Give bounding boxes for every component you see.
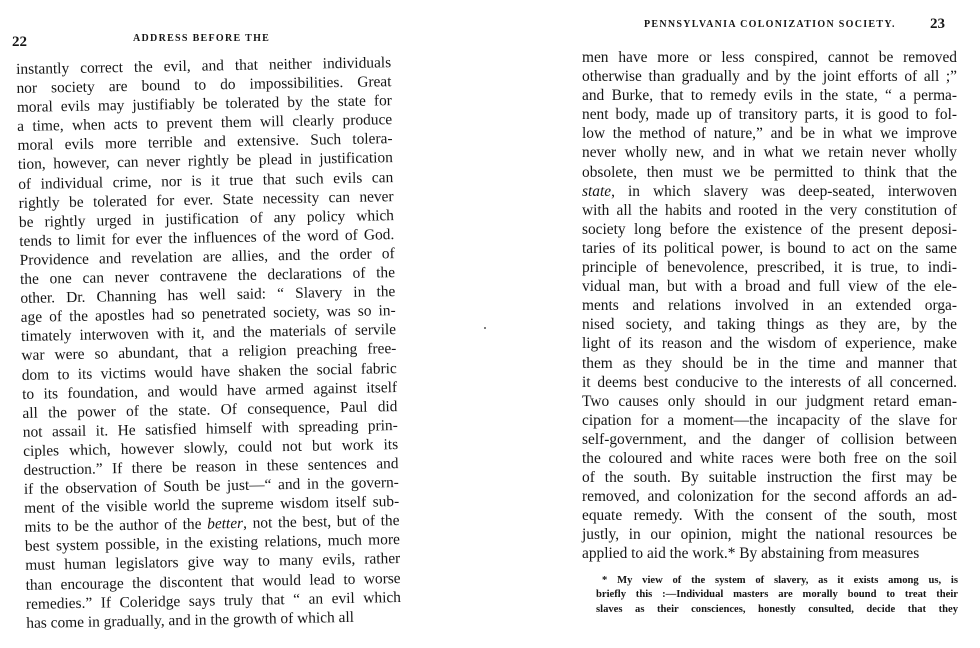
text-line: war were so abundant, that a religion preaching free- xyxy=(21,340,397,365)
text-line: if the observation of South be just—“ and in the govern- xyxy=(23,474,399,498)
text-line: mits to be the author of the better, not the best, but of the xyxy=(24,512,400,537)
text-line: Providence and revelation are allies, and the order of xyxy=(19,245,395,269)
text-line: a time, when acts to prevent them will clearly produce xyxy=(17,111,393,136)
right-page xyxy=(566,0,980,648)
text-line: than encourage the discontent that would lead to worse xyxy=(25,569,401,594)
text-line: low the method of nature,” and be in what we improve xyxy=(582,125,957,143)
page-number: 23 xyxy=(930,16,945,32)
text-line: ments and relations involved in an extended orga- xyxy=(582,297,957,315)
text-line: principle of benevolence, prescribed, it is true, to indi- xyxy=(582,259,957,277)
text-line: the one can never contravene the declarations of the xyxy=(19,264,396,288)
text-line: justly, in our opinion, might the national resources be xyxy=(582,526,957,544)
footnote-line: * My view of the system of slavery, as it exists among us, is xyxy=(602,575,958,586)
text-line: otherwise than gradually and by the joint efforts of all ;” xyxy=(582,68,957,86)
text-line: vidual man, but with a broad and full view of the ele- xyxy=(582,278,957,296)
text-line: must human legislators give way to many evils, rather xyxy=(25,550,401,575)
text-line: it deems best conducive to the interests of all concerned. xyxy=(582,373,957,391)
text-line: destruction.” If there be reason in these sentences and xyxy=(23,455,399,479)
body-text xyxy=(582,48,957,564)
text-line: self-government, and the danger of collision between xyxy=(582,430,957,448)
text-line: ment of the visible world the supreme wisdom itself sub- xyxy=(24,493,400,518)
text-line: equate remedy. With the consent of the south, most xyxy=(582,507,957,525)
text-line: applied to aid the work.* By abstaining from measures xyxy=(582,545,920,563)
text-line: dom to its victims would have shaken the social fabric xyxy=(21,359,397,384)
footnote-line: slaves as their consciences, honestly consulted, decide that they xyxy=(596,603,958,615)
text-line: never wholly new, and in what we retain never wholly xyxy=(582,144,957,162)
running-head: PENNSYLVANIA COLONIZATION SOCIETY. xyxy=(644,19,896,30)
page-number: 22 xyxy=(12,34,27,50)
text-line: timately interwoven with it, and the materials of servile xyxy=(20,321,397,346)
text-line: with all the habits and rooted in the very constitution of xyxy=(582,201,957,219)
text-line: obsolete, then must we be permitted to think that the xyxy=(582,163,957,181)
text-line: cipation for a moment—the incapacity of the slave for xyxy=(582,411,957,429)
text-line: not assail it. He satisfied himself with spreading prin- xyxy=(22,416,398,441)
text-line: best system possible, in the existing relations, much more xyxy=(24,531,401,556)
body-text xyxy=(16,53,401,633)
text-line: state, in which slavery was deep-seated, interwoven xyxy=(582,182,957,200)
text-line: them as they should be in the time and manner that xyxy=(582,354,957,372)
text-line: men have more or less conspired, cannot be removed xyxy=(582,49,957,66)
running-head: ADDRESS BEFORE THE xyxy=(133,33,271,44)
text-line: tion, however, can never rightly be plead in justification xyxy=(17,149,394,174)
text-line: has come in gradually, and in the growth of which all xyxy=(26,608,355,632)
text-line: tends to limit for ever the influences of the word of God. xyxy=(19,225,395,250)
text-line: moral evils more terrible and extensive. Such tolera- xyxy=(17,130,393,155)
text-line: of the south. By suitable instruction the first may be xyxy=(582,469,957,487)
text-line: nent body, made up of transitory parts, it is good to fol- xyxy=(582,106,957,124)
text-line: to its foundation, and would have armed against itself xyxy=(21,378,398,403)
footnote-line: briefly this :—Individual masters are morally bound to treat their xyxy=(596,589,958,601)
text-line: be rightly urged in justification of any policy which xyxy=(18,206,395,231)
text-line: ciples which, however slowly, could not but work its xyxy=(23,435,399,460)
text-line: nor society are bound to do impossibilities. Great xyxy=(16,73,392,98)
text-line: all the power of the state. Of consequence, Paul did xyxy=(22,397,398,422)
text-line: the coloured and white races were both free on the soil xyxy=(582,449,957,467)
text-line: nised society, and taking things as they are, by the xyxy=(582,316,957,334)
text-line: taries of its political power, is bound to act on the same xyxy=(582,239,957,257)
footnote xyxy=(596,574,958,617)
text-line: remedies.” If Coleridge says truly that “ an evil which xyxy=(25,588,402,613)
text-line: Two causes only should in our judgment retard eman- xyxy=(582,392,957,410)
text-line: of individual crime, nor is it true that such evils can xyxy=(18,168,394,193)
text-line: instantly correct the evil, and that neither individuals xyxy=(16,54,392,78)
gutter-mark xyxy=(484,327,486,329)
text-line: age of the apostles had so penetrated society, was so in- xyxy=(20,302,396,327)
left-page xyxy=(0,0,480,648)
text-line: moral evils may justifiably be tolerated by the state for xyxy=(16,92,392,117)
text-line: and Burke, that to remedy evils in the state, “ a perma- xyxy=(582,87,957,105)
text-line: other. Dr. Channing has well said: “ Slavery in the xyxy=(20,283,396,308)
text-line: light of its reason and the wisdom of experience, make xyxy=(582,335,957,353)
text-line: removed, and colonization for the second affords an ad- xyxy=(582,488,957,506)
text-line: society long before the existence of the present deposi- xyxy=(582,220,957,238)
text-line: rightly be tolerated for ever. State necessity can never xyxy=(18,187,394,212)
